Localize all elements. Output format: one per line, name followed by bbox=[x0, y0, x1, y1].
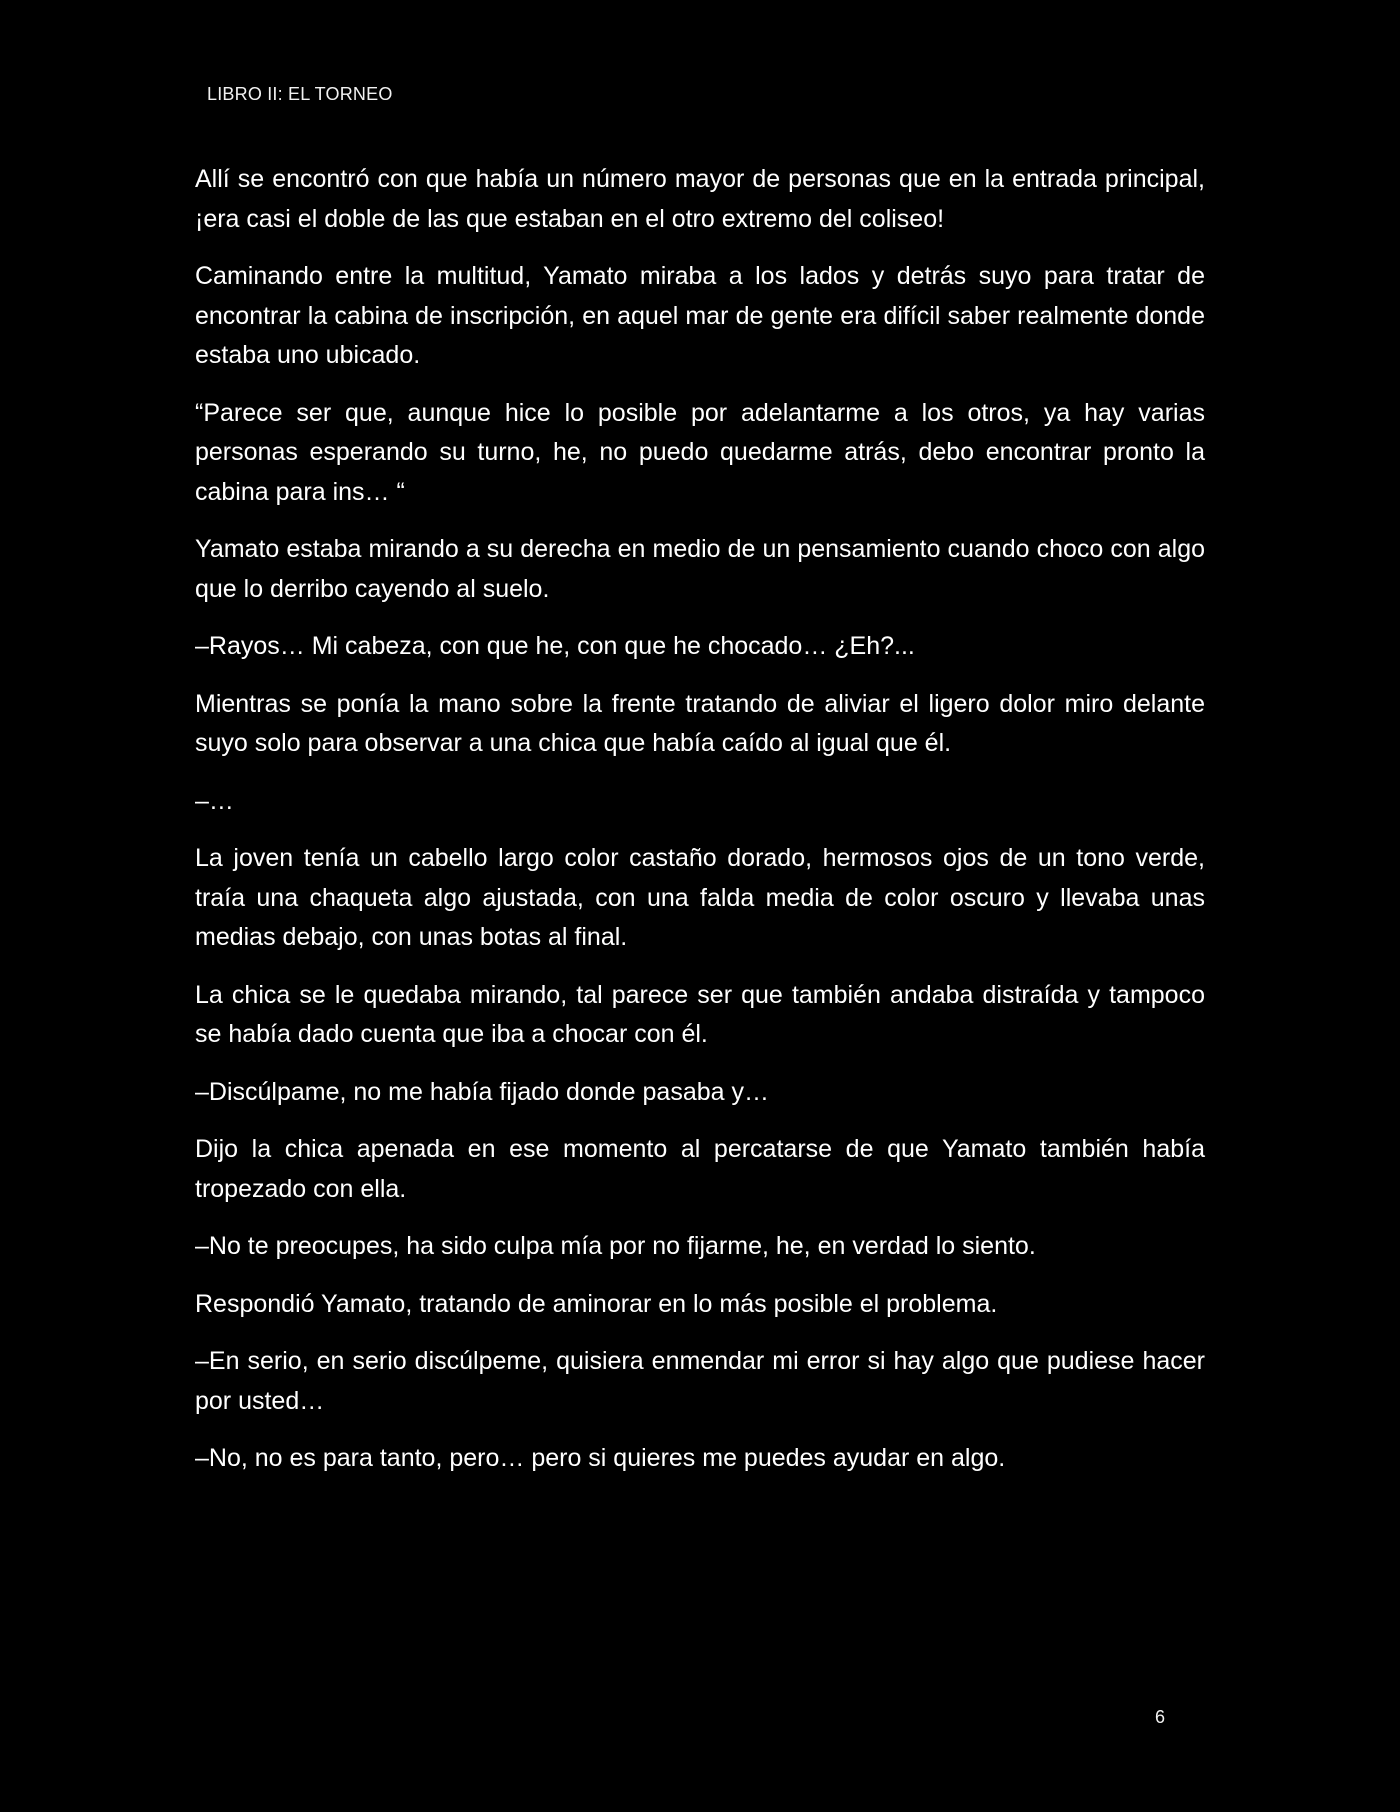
dialogue-line: –No, no es para tanto, pero… pero si quieres me puedes ayudar en algo. bbox=[195, 1444, 1006, 1472]
page-number: 6 bbox=[1155, 1707, 1166, 1727]
dialogue-line: –Rayos… Mi cabeza, con que he, con que he chocado… ¿Eh?... bbox=[195, 632, 915, 660]
body-text bbox=[195, 160, 1205, 1497]
paragraph: Respondió Yamato, tratando de aminorar en lo más posible el problema. bbox=[195, 1289, 998, 1318]
dialogue-line: –… bbox=[195, 786, 234, 815]
dialogue-line: –En serio, en serio discúlpeme, quisiera enmendar mi error si hay algo que pudiese hacer por usted… bbox=[195, 1347, 1205, 1415]
dialogue-line: –No te preocupes, ha sido culpa mía por no fijarme, he, en verdad lo siento. bbox=[195, 1232, 1036, 1260]
paragraph: La joven tenía un cabello largo color castaño dorado, hermosos ojos de un tono verde, traía una chaqueta algo ajustada, con una falda media de color oscuro y llevaba unas medias debajo, con unas botas al final. bbox=[195, 844, 1205, 951]
paragraph: “Parece ser que, aunque hice lo posible por adelantarme a los otros, ya hay varias personas esperando su turno, he, no puedo quedarme atrás, debo encontrar pronto la cabina para ins… “ bbox=[195, 398, 1205, 506]
paragraph: Yamato estaba mirando a su derecha en medio de un pensamiento cuando choco con algo que lo derribo cayendo al suelo. bbox=[195, 535, 1205, 603]
paragraph: Mientras se ponía la mano sobre la frente tratando de aliviar el ligero dolor miro delante suyo solo para observar a una chica que había caído al igual que él. bbox=[195, 689, 1205, 757]
running-header-title: LIBRO II: EL TORNEO bbox=[207, 84, 393, 104]
paragraph: Dijo la chica apenada en ese momento al percatarse de que Yamato también había tropezado con ella. bbox=[195, 1135, 1205, 1203]
dialogue-line: –Discúlpame, no me había fijado donde pasaba y… bbox=[195, 1077, 769, 1106]
paragraph: La chica se le quedaba mirando, tal parece ser que también andaba distraída y tampoco se había dado cuenta que iba a chocar con él. bbox=[195, 980, 1205, 1048]
paragraph: Caminando entre la multitud, Yamato miraba a los lados y detrás suyo para tratar de encontrar la cabina de inscripción, en aquel mar de gente era difícil saber realmente donde estaba uno ubicado. bbox=[195, 262, 1205, 369]
paragraph: Allí se encontró con que había un número mayor de personas que en la entrada principal, ¡era casi el doble de las que estaban en el otro extremo del coliseo! bbox=[195, 165, 1205, 233]
